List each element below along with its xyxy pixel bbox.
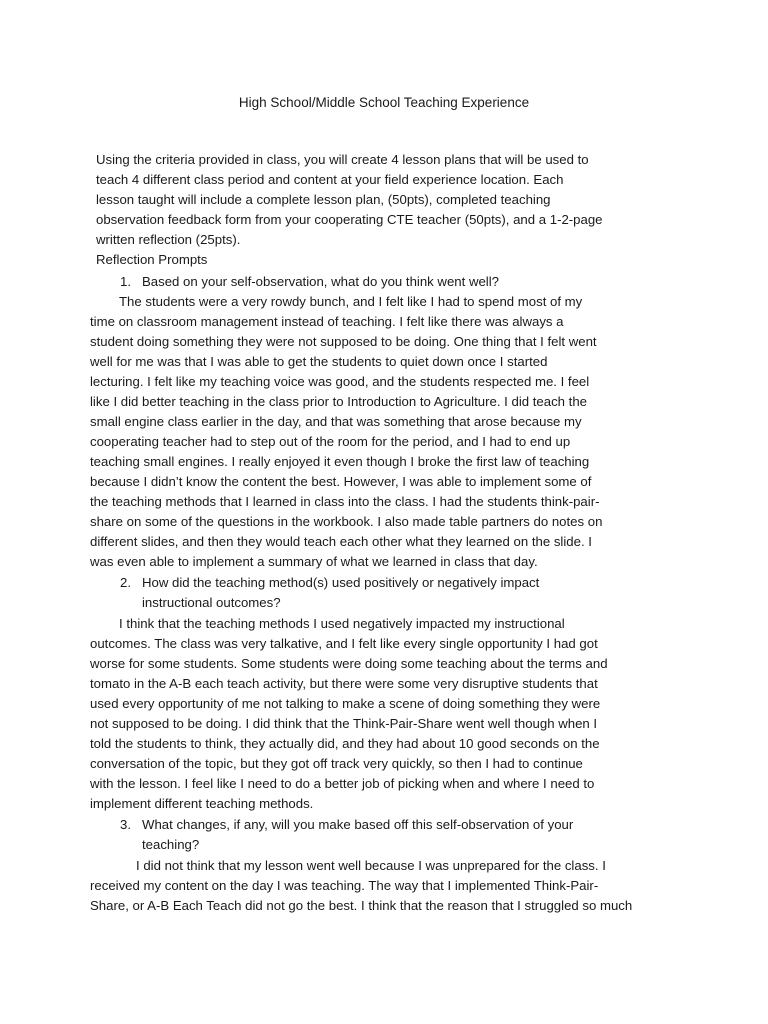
answer-line: I think that the teaching methods I used negatively impacted my instructional [119, 616, 565, 631]
intro-line: teach 4 different class period and content at your field experience location. Each [96, 172, 564, 187]
answer-line: time on classroom management instead of teaching. I felt like there was always a [90, 314, 564, 329]
document-title: High School/Middle School Teaching Experience [238, 95, 530, 110]
intro-line: Using the criteria provided in class, you will create 4 lesson plans that will be used to [96, 152, 589, 167]
answer-line: implement different teaching methods. [90, 796, 314, 811]
answer-line: worse for some students. Some students were doing some teaching about the terms and [90, 656, 608, 671]
answer-line: lecturing. I felt like my teaching voice was good, and the students respected me. I feel [90, 374, 590, 389]
prompt-number: 2. [120, 575, 131, 590]
prompt-line: teaching? [142, 837, 200, 852]
answer-line: the teaching methods that I learned in class into the class. I had the students think-pair- [90, 494, 600, 509]
answer-line: The students were a very rowdy bunch, and I felt like I had to spend most of my [119, 294, 583, 309]
answer-line: student doing something they were not supposed to be doing. One thing that I felt went [90, 334, 597, 349]
answer-line: share on some of the questions in the workbook. I also made table partners do notes on [90, 514, 603, 529]
answer-line: because I didn’t know the content the best. However, I was able to implement some of [90, 474, 592, 489]
intro-line: written reflection (25pts). [96, 232, 241, 247]
answer-line: conversation of the topic, but they got off track very quickly, so then I had to continue [90, 756, 583, 771]
prompt-number: 3. [120, 817, 131, 832]
answer-line: teaching small engines. I really enjoyed it even though I broke the first law of teaching [90, 454, 590, 469]
answer-line: outcomes. The class was very talkative, and I felt like every single opportunity I had got [90, 636, 598, 651]
answer-line: tomato in the A-B each teach activity, but there were some very disruptive students that [90, 676, 598, 691]
prompt-line: Based on your self-observation, what do you think went well? [142, 274, 499, 289]
intro-line: lesson taught will include a complete lesson plan, (50pts), completed teaching [96, 192, 551, 207]
answer-line: well for me was that I was able to get the students to quiet down once I started [90, 354, 548, 369]
answer-line: like I did better teaching in the class prior to Introduction to Agriculture. I did teach the [90, 394, 588, 409]
answer-line: small engine class earlier in the day, and that was something that arose because my [90, 414, 582, 429]
prompt-number: 1. [120, 274, 131, 289]
prompt-line: instructional outcomes? [142, 595, 281, 610]
answer-line: received my content on the day I was teaching. The way that I implemented Think-Pair- [90, 878, 599, 893]
answer-line: with the lesson. I feel like I need to do a better job of picking when and where I need to [90, 776, 595, 791]
answer-line: Share, or A-B Each Teach did not go the best. I think that the reason that I struggled so much [90, 898, 633, 913]
prompt-line: How did the teaching method(s) used positively or negatively impact [142, 575, 540, 590]
answer-line: told the students to think, they actually did, and they had about 10 good seconds on the [90, 736, 600, 751]
answer-line: used every opportunity of me not talking to make a scene of doing something they were [90, 696, 601, 711]
answer-line: different slides, and then they would teach each other what they learned on the slide. I [90, 534, 592, 549]
prompts-heading: Reflection Prompts [96, 252, 208, 267]
answer-line: not supposed to be doing. I did think that the Think-Pair-Share went well though when I [90, 716, 598, 731]
intro-line: observation feedback form from your cooperating CTE teacher (50pts), and a 1-2-page [96, 212, 603, 227]
answer-line: I did not think that my lesson went well because I was unprepared for the class. I [136, 858, 606, 873]
answer-line: was even able to implement a summary of what we learned in class that day. [90, 554, 538, 569]
prompt-line: What changes, if any, will you make based off this self-observation of your [142, 817, 574, 832]
answer-line: cooperating teacher had to step out of the room for the period, and I had to end up [90, 434, 571, 449]
